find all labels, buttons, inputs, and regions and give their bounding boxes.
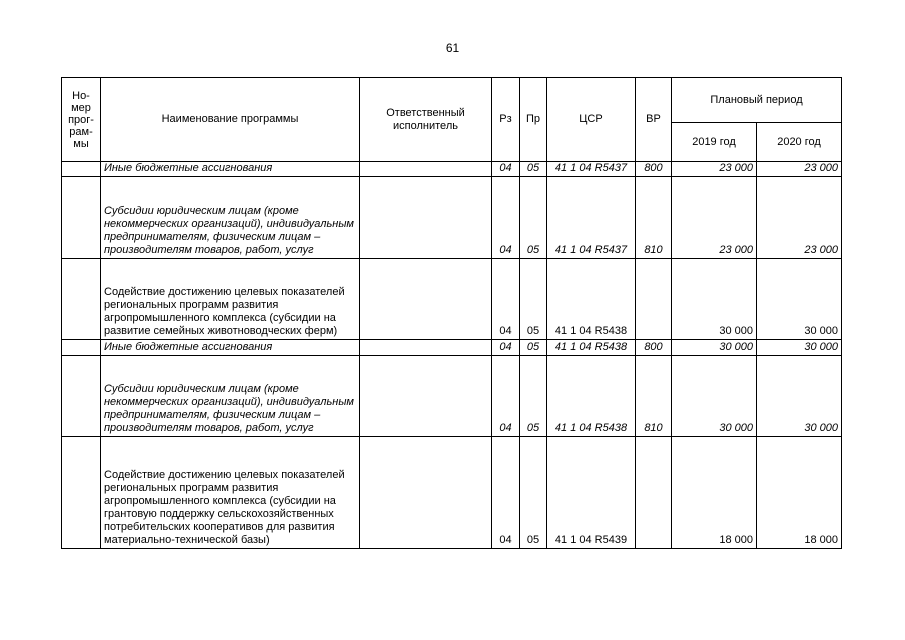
header-vr: ВР <box>636 78 672 162</box>
row-number <box>62 340 101 356</box>
table-row <box>62 177 842 259</box>
row-pr: 05 <box>520 340 547 356</box>
header-year-2020: 2020 год <box>757 123 842 162</box>
budget-table <box>61 77 842 549</box>
row-csr: 41 1 04 R5437 <box>547 177 636 259</box>
row-vr <box>636 259 672 340</box>
header-planned-period: Плановый период <box>672 78 842 123</box>
row-vr: 810 <box>636 356 672 437</box>
row-amount-2020: 18 000 <box>757 437 842 549</box>
row-name: Содействие достижению целевых показателей региональных программ развития агропромышленного комплекса (субсидии на развитие семейных животноводческих ферм) <box>101 259 360 340</box>
row-name: Субсидии юридическим лицам (кроме некоммерческих организаций), индивидуальным предпринимателям, физическим лицам – производителям товаров, работ, услуг <box>101 177 360 259</box>
row-rz: 04 <box>492 356 520 437</box>
page-number: 61 <box>445 41 460 55</box>
row-pr: 05 <box>520 177 547 259</box>
row-amount-2020: 30 000 <box>757 340 842 356</box>
row-responsible <box>360 177 492 259</box>
header-rz: Рз <box>492 78 520 162</box>
row-csr: 41 1 04 R5438 <box>547 340 636 356</box>
row-csr: 41 1 04 R5438 <box>547 356 636 437</box>
row-name: Иные бюджетные ассигнования <box>101 162 360 177</box>
row-pr: 05 <box>520 437 547 549</box>
row-amount-2020: 23 000 <box>757 162 842 177</box>
table-row <box>62 162 842 177</box>
row-responsible <box>360 259 492 340</box>
table-row <box>62 340 842 356</box>
table-row <box>62 437 842 549</box>
row-rz: 04 <box>492 177 520 259</box>
row-amount-2019: 23 000 <box>672 177 757 259</box>
row-amount-2019: 23 000 <box>672 162 757 177</box>
row-amount-2020: 30 000 <box>757 356 842 437</box>
row-number <box>62 356 101 437</box>
table-row <box>62 259 842 340</box>
table-header <box>62 78 842 162</box>
row-csr: 41 1 04 R5438 <box>547 259 636 340</box>
row-amount-2019: 30 000 <box>672 340 757 356</box>
row-rz: 04 <box>492 437 520 549</box>
header-responsible: Ответственный исполнитель <box>360 78 492 162</box>
row-pr: 05 <box>520 259 547 340</box>
row-name: Субсидии юридическим лицам (кроме некоммерческих организаций), индивидуальным предпринимателям, физическим лицам – производителям товаров, работ, услуг <box>101 356 360 437</box>
header-year-2019: 2019 год <box>672 123 757 162</box>
row-amount-2020: 23 000 <box>757 177 842 259</box>
row-rz: 04 <box>492 259 520 340</box>
row-pr: 05 <box>520 356 547 437</box>
header-program-number: Но-мер прог-рам-мы <box>62 78 101 162</box>
header-pr: Пр <box>520 78 547 162</box>
row-amount-2019: 30 000 <box>672 356 757 437</box>
row-number <box>62 162 101 177</box>
row-vr: 800 <box>636 162 672 177</box>
row-amount-2020: 30 000 <box>757 259 842 340</box>
row-csr: 41 1 04 R5439 <box>547 437 636 549</box>
header-program-name: Наименование программы <box>101 78 360 162</box>
row-number <box>62 437 101 549</box>
table-row <box>62 356 842 437</box>
row-pr: 05 <box>520 162 547 177</box>
row-vr: 810 <box>636 177 672 259</box>
row-amount-2019: 30 000 <box>672 259 757 340</box>
row-responsible <box>360 437 492 549</box>
row-rz: 04 <box>492 162 520 177</box>
row-number <box>62 259 101 340</box>
row-csr: 41 1 04 R5437 <box>547 162 636 177</box>
row-responsible <box>360 162 492 177</box>
row-name: Иные бюджетные ассигнования <box>101 340 360 356</box>
row-name: Содействие достижению целевых показателей региональных программ развития агропромышленного комплекса (субсидии на грантовую поддержку сельскохозяйственных потребительских кооперативов для развития материально-технической базы) <box>101 437 360 549</box>
row-vr: 800 <box>636 340 672 356</box>
row-vr <box>636 437 672 549</box>
row-responsible <box>360 340 492 356</box>
row-number <box>62 177 101 259</box>
row-responsible <box>360 356 492 437</box>
row-amount-2019: 18 000 <box>672 437 757 549</box>
header-csr: ЦСР <box>547 78 636 162</box>
row-rz: 04 <box>492 340 520 356</box>
